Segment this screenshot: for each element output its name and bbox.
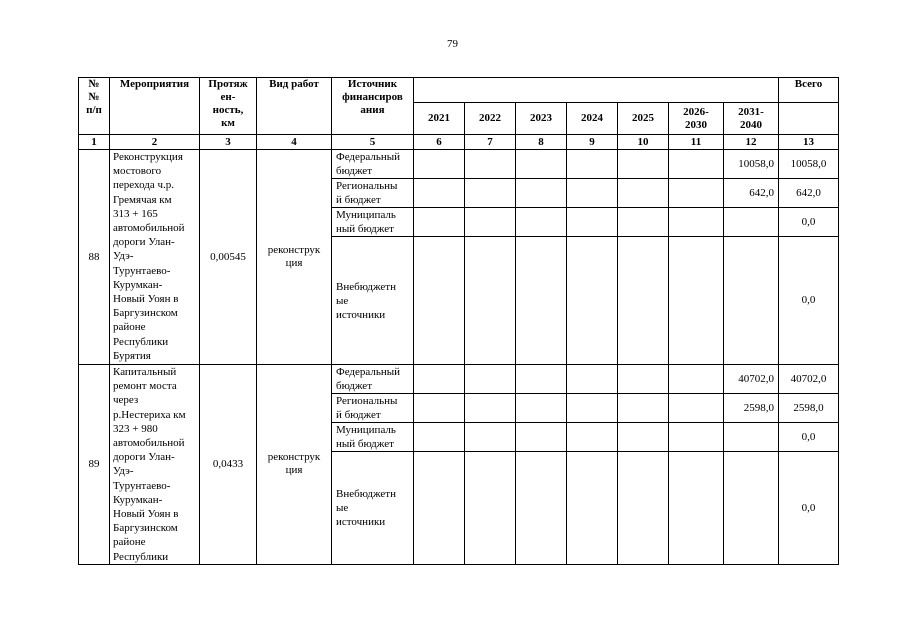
value-total: 10058,0 [779, 150, 839, 179]
value-2031-2040 [724, 423, 779, 452]
table-row [79, 150, 839, 179]
column-number: 7 [465, 135, 516, 150]
header-years-group [414, 78, 779, 103]
header-total: Всего [779, 78, 839, 103]
source-name: Внебюджетн ые источники [332, 237, 414, 365]
event-description: Реконструкция мостового перехода ч.р. Гремячая км 313 + 165 автомобильной дороги Улан- Удэ- Турунтаево- Курумкан- Новый Уоян в Баргузинском районе Республики Бурятия [110, 150, 200, 365]
header-year-2024: 2024 [567, 103, 618, 135]
length-value: 0,00545 [200, 150, 257, 365]
header-year-2023: 2023 [516, 103, 567, 135]
value-2031-2040 [724, 237, 779, 365]
value-2031-2040 [724, 208, 779, 237]
value-total: 40702,0 [779, 365, 839, 394]
column-number: 6 [414, 135, 465, 150]
header-source: Источник финансиров ания [332, 78, 414, 135]
value-total: 0,0 [779, 452, 839, 565]
header-year-2026-2030: 2026- 2030 [669, 103, 724, 135]
header-year-2031-2040: 2031- 2040 [724, 103, 779, 135]
column-number: 4 [257, 135, 332, 150]
header-year-2025: 2025 [618, 103, 669, 135]
length-value: 0,0433 [200, 365, 257, 565]
column-number: 12 [724, 135, 779, 150]
column-number: 2 [110, 135, 200, 150]
value-total: 0,0 [779, 208, 839, 237]
source-name: Федеральный бюджет [332, 365, 414, 394]
page-number: 79 [447, 38, 458, 50]
header-event: Мероприятия [110, 78, 200, 135]
column-number: 9 [567, 135, 618, 150]
row-number: 88 [79, 150, 110, 365]
source-name: Региональны й бюджет [332, 179, 414, 208]
column-number: 3 [200, 135, 257, 150]
work-type: реконструк ция [257, 150, 332, 365]
column-number: 1 [79, 135, 110, 150]
header-length: Протяж ен- ность, км [200, 78, 257, 135]
header-total-sub [779, 103, 839, 135]
source-name: Внебюджетн ые источники [332, 452, 414, 565]
value-total: 2598,0 [779, 394, 839, 423]
column-number: 13 [779, 135, 839, 150]
value-2031-2040: 40702,0 [724, 365, 779, 394]
value-2031-2040: 642,0 [724, 179, 779, 208]
financing-table [78, 77, 839, 565]
value-total: 0,0 [779, 423, 839, 452]
row-number: 89 [79, 365, 110, 565]
source-name: Региональны й бюджет [332, 394, 414, 423]
column-number: 11 [669, 135, 724, 150]
header-year-2022: 2022 [465, 103, 516, 135]
column-number: 5 [332, 135, 414, 150]
value-total: 0,0 [779, 237, 839, 365]
column-number: 10 [618, 135, 669, 150]
table-row [79, 365, 839, 394]
header-num: № № п/п [79, 78, 110, 135]
work-type: реконструк ция [257, 365, 332, 565]
column-number-row [79, 135, 839, 150]
source-name: Муниципаль ный бюджет [332, 423, 414, 452]
source-name: Муниципаль ный бюджет [332, 208, 414, 237]
event-description: Капитальный ремонт моста через р.Нестериха км 323 + 980 автомобильной дороги Улан- Удэ- Турунтаево- Курумкан- Новый Уоян в Баргузинском районе Республики [110, 365, 200, 565]
source-name: Федеральный бюджет [332, 150, 414, 179]
value-2031-2040: 2598,0 [724, 394, 779, 423]
value-total: 642,0 [779, 179, 839, 208]
header-year-2021: 2021 [414, 103, 465, 135]
value-2031-2040 [724, 452, 779, 565]
header-work-type: Вид работ [257, 78, 332, 135]
column-number: 8 [516, 135, 567, 150]
value-2031-2040: 10058,0 [724, 150, 779, 179]
